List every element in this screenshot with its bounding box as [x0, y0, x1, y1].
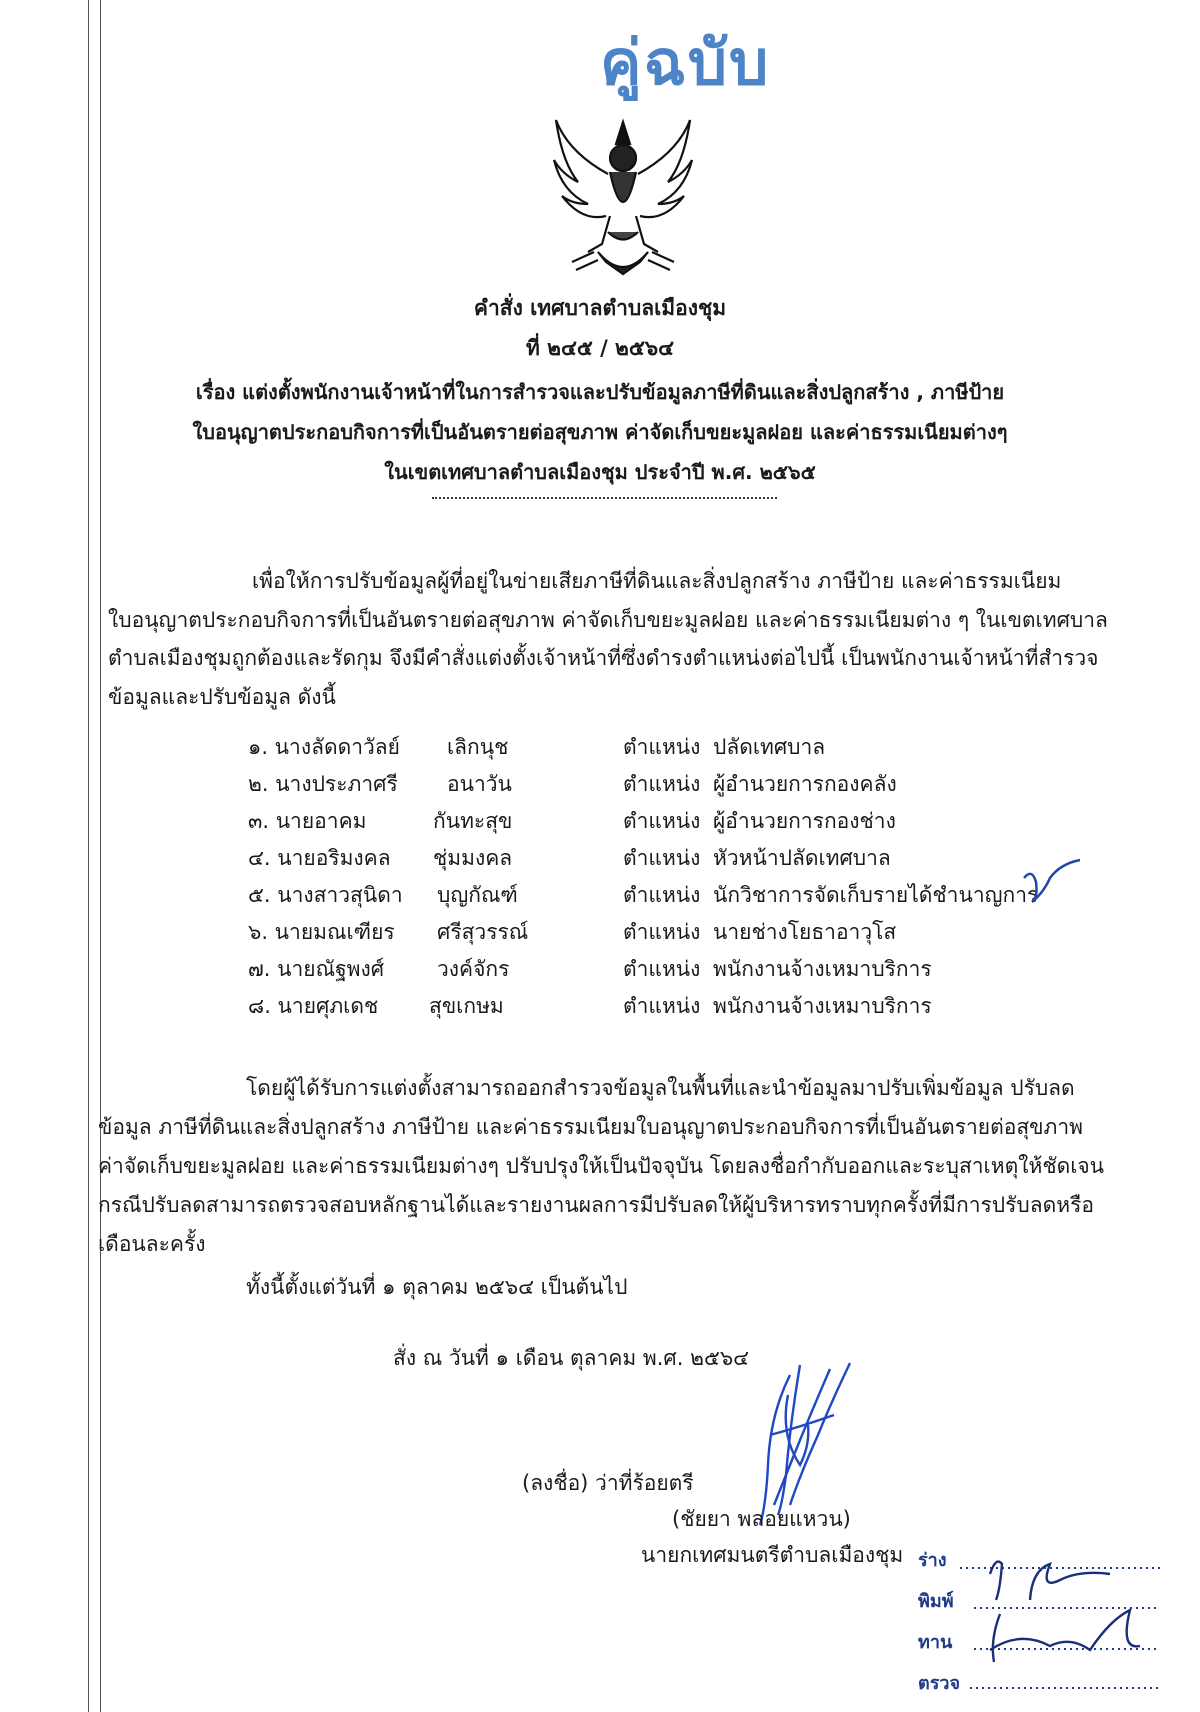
- staff-name: ๗. นายณัฐพงศ์: [248, 957, 385, 981]
- staff-name: ๘. นายศุภเดช: [248, 994, 379, 1018]
- body-line-2: ข้อมูล ภาษีที่ดินและสิ่งปลูกสร้าง ภาษีป้าย และค่าธรรมเนียมใบอนุญาตประกอบกิจการที่เป็นอันตรายต่อสุขภาพ: [98, 1115, 1083, 1139]
- staff-surname: สุขเกษม: [429, 994, 504, 1018]
- signatory-title: นายกเทศมนตรีตำบลเมืองชุม: [641, 1543, 904, 1567]
- staff-position-label: ตำแหน่ง: [623, 809, 701, 833]
- staff-position: พนักงานจ้างเหมาบริการ: [713, 957, 932, 981]
- staff-position-label: ตำแหน่ง: [623, 920, 701, 944]
- staff-name: ๖. นายมณเฑียร: [248, 920, 395, 944]
- staff-position: ผู้อำนวยการกองช่าง: [713, 809, 896, 833]
- subject-line-3: ในเขตเทศบาลตำบลเมืองชุม ประจำปี พ.ศ. ๒๕๖๕: [384, 460, 816, 484]
- intro-line-2: ใบอนุญาตประกอบกิจการที่เป็นอันตรายต่อสุขภาพ ค่าจัดเก็บขยะมูลฝอย และค่าธรรมเนียมต่าง ๆ ในเขตเทศบาล: [108, 608, 1108, 632]
- subject-line-2: ใบอนุญาตประกอบกิจการที่เป็นอันตรายต่อสุขภาพ ค่าจัดเก็บขยะมูลฝอย และค่าธรรมเนียมต่างๆ: [192, 420, 1008, 444]
- staff-name: ๕. นางสาวสุนิดา: [248, 883, 403, 907]
- staff-surname: ศรีสุวรรณ์: [437, 920, 529, 944]
- header-divider: [432, 497, 777, 499]
- staff-position-label: ตำแหน่ง: [623, 957, 701, 981]
- intro-line-1: เพื่อให้การปรับข้อมูลผู้ที่อยู่ในข่ายเสียภาษีที่ดินและสิ่งปลูกสร้าง ภาษีป้าย และค่าธรรมเนียม: [252, 569, 1062, 593]
- staff-surname: ชุ่มมงคล: [433, 846, 513, 870]
- staff-surname: บุญกัณฑ์: [437, 883, 518, 907]
- staff-name: ๔. นายอริมงคล: [248, 846, 391, 870]
- staff-position-label: ตำแหน่ง: [623, 846, 701, 870]
- signed-line: (ลงชื่อ) ว่าที่ร้อยตรี: [522, 1471, 694, 1495]
- margin-rule-left: [88, 0, 89, 1712]
- garuda-emblem-icon: [548, 112, 698, 282]
- signatory-name: (ชัยยา พลอยแหวน): [672, 1507, 851, 1531]
- body-line-1: โดยผู้ได้รับการแต่งตั้งสามารถออกสำรวจข้อมูลในพื้นที่และนำข้อมูลมาปรับเพิ่มข้อมูล ปรับลด: [246, 1076, 1075, 1100]
- intro-line-4: ข้อมูลและปรับข้อมูล ดังนี้: [108, 685, 336, 709]
- issued-date: สั่ง ณ วันที่ ๑ เดือน ตุลาคม พ.ศ. ๒๕๖๔: [393, 1346, 750, 1370]
- staff-surname: เลิกนุช: [447, 735, 509, 759]
- staff-position-label: ตำแหน่ง: [623, 883, 701, 907]
- initials-proof-label: ทาน: [918, 1632, 953, 1653]
- staff-position: หัวหน้าปลัดเทศบาล: [713, 846, 891, 870]
- order-heading: คำสั่ง เทศบาลตำบลเมืองชุม: [473, 296, 727, 320]
- body-line-5: เดือนละครั้ง: [98, 1232, 206, 1256]
- body-line-3: ค่าจัดเก็บขยะมูลฝอย และค่าธรรมเนียมต่างๆ ปรับปรุงให้เป็นปัจจุบัน โดยลงชื่อกำกับออกและระบุสาเหตุให้ชัดเจน: [98, 1154, 1105, 1178]
- initials-type-label: พิมพ์: [918, 1591, 954, 1612]
- staff-name: ๑. นางลัดดาวัลย์: [248, 735, 400, 759]
- handwritten-check-mark: [1020, 858, 1084, 908]
- initials-draft-label: ร่าง: [918, 1550, 947, 1571]
- intro-line-3: ตำบลเมืองชุมถูกต้องและรัดกุม จึงมีคำสั่งแต่งตั้งเจ้าหน้าที่ซึ่งดำรงตำแหน่งต่อไปนี้ เป็นพนักงานเจ้าหน้าที่สำรวจ: [108, 646, 1099, 670]
- margin-rule-right: [100, 0, 101, 1712]
- staff-position-label: ตำแหน่ง: [623, 772, 701, 796]
- staff-name: ๒. นางประภาศรี: [248, 772, 398, 796]
- staff-position: นักวิชาการจัดเก็บรายได้ชำนาญการ: [713, 883, 1039, 907]
- staff-name: ๓. นายอาคม: [248, 809, 367, 833]
- staff-position: พนักงานจ้างเหมาบริการ: [713, 994, 932, 1018]
- initials-check-label: ตรวจ: [918, 1673, 961, 1694]
- initials-dotted-lines: [960, 1550, 1170, 1690]
- effective-date: ทั้งนี้ตั้งแต่วันที่ ๑ ตุลาคม ๒๕๖๔ เป็นต้นไป: [246, 1275, 628, 1299]
- staff-position-label: ตำแหน่ง: [623, 735, 701, 759]
- staff-position: ปลัดเทศบาล: [713, 735, 826, 759]
- subject-line-1: เรื่อง แต่งตั้งพนักงานเจ้าหน้าที่ในการสำรวจและปรับข้อมูลภาษีที่ดินและสิ่งปลูกสร้าง , ภาษีป้าย: [195, 380, 1005, 404]
- body-line-4: กรณีปรับลดสามารถตรวจสอบหลักฐานได้และรายงานผลการมีปรับลดให้ผู้บริหารทราบทุกครั้งที่มีการปรับลดหรือ: [98, 1193, 1094, 1217]
- staff-position: ผู้อำนวยการกองคลัง: [713, 772, 897, 796]
- order-number: ที่ ๒๔๕ / ๒๕๖๔: [525, 336, 675, 360]
- copy-stamp: คู่ฉบับ: [600, 26, 771, 99]
- staff-surname: อนาวัน: [447, 772, 512, 796]
- staff-surname: วงค์จักร: [437, 957, 510, 981]
- staff-position-label: ตำแหน่ง: [623, 994, 701, 1018]
- staff-position: นายช่างโยธาอาวุโส: [713, 920, 897, 944]
- staff-surname: กันทะสุข: [433, 809, 513, 833]
